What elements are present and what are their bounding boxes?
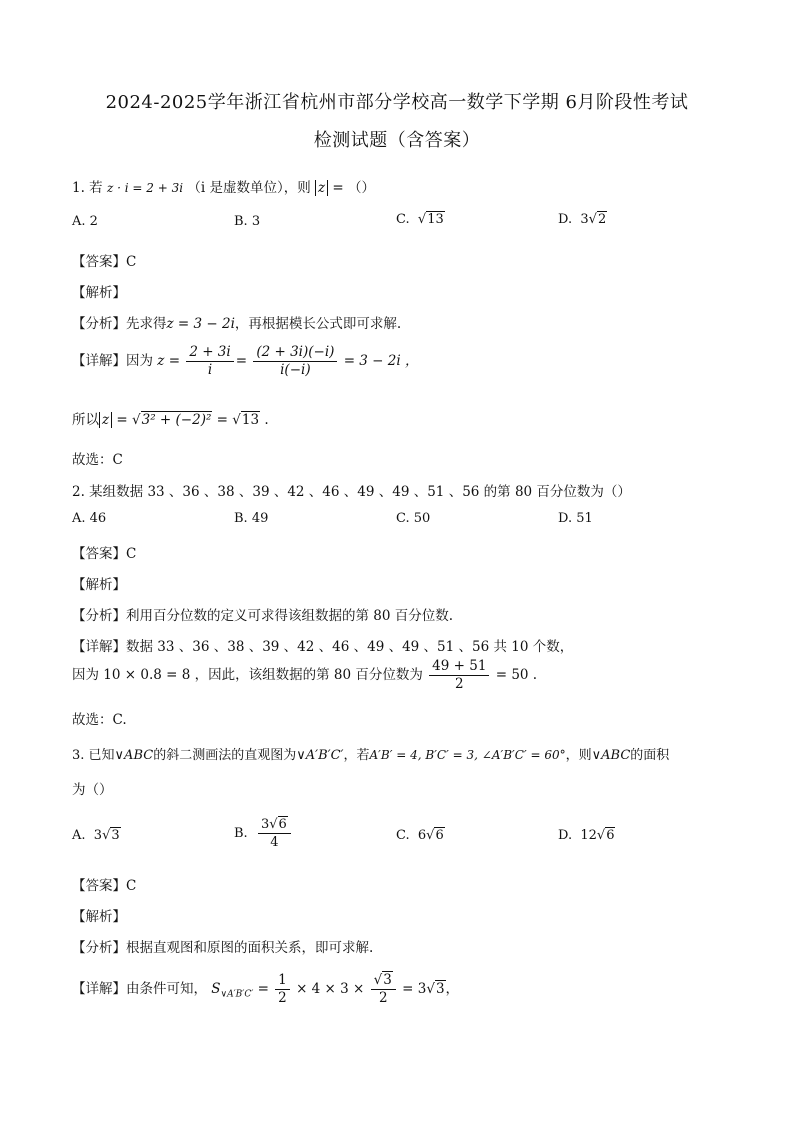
q3-sqrt-num: 3 bbox=[383, 972, 392, 988]
q3-result-tail: ， bbox=[445, 981, 460, 997]
q3-option-a-label: A. bbox=[72, 828, 86, 843]
q3-half-fraction bbox=[275, 972, 290, 1007]
q3-eq-sign: = bbox=[257, 981, 269, 997]
q3-option-a-radicand: 3 bbox=[111, 828, 120, 843]
q3-sqrt-fraction bbox=[371, 972, 396, 1007]
q3-option-d-label: D. bbox=[558, 828, 573, 843]
q1-tail: （） bbox=[348, 180, 376, 196]
q1-analysis-lead: 【分析】先求得 bbox=[72, 316, 167, 332]
sqrt-sign-icon: √6 bbox=[426, 828, 444, 843]
q3-text-d: ，则 bbox=[565, 748, 592, 763]
q2-fraction-num: 49 + 51 bbox=[429, 658, 489, 676]
q1-fraction-1-den: i bbox=[207, 362, 213, 378]
q2-answer: 【答案】C bbox=[72, 546, 137, 562]
q3-option-b-radicand: 6 bbox=[278, 817, 287, 832]
q3-result-radicand: 3 bbox=[435, 981, 445, 997]
q2-because-text: 因为 10 × 0.8 = 8 ，因此，该组数据的第 80 百分位数为 bbox=[72, 667, 423, 683]
q3-eq-middle: × 4 × 3 × bbox=[296, 981, 365, 997]
sqrt-sign-icon: √6 bbox=[596, 828, 615, 843]
q1-analysis-tail: ，再根据模长公式即可求解. bbox=[234, 316, 402, 332]
q1-mid-text: （i 是虚数单位），则 bbox=[187, 180, 311, 196]
q3-detail-lead: 【详解】由条件可知， bbox=[72, 981, 207, 997]
q3-condition: A′B′ = 4, B′C′ = 3, ∠A′B′C′ = 60° bbox=[369, 748, 566, 762]
q3-detail bbox=[72, 972, 459, 1007]
q1-option-d-coef: 3 bbox=[580, 212, 589, 227]
document-title-line-2: 检测试题（含答案） bbox=[313, 130, 481, 151]
q3-option-b-fraction bbox=[258, 816, 291, 851]
sqrt-sign-icon: √2 bbox=[588, 212, 607, 227]
q1-guxuan: 故选：C bbox=[72, 452, 123, 468]
q1-fraction-2-num: (2 + 3i)(−i) bbox=[253, 344, 337, 362]
q3-option-c-coef: 6 bbox=[417, 828, 427, 843]
q1-answer: 【答案】C bbox=[72, 254, 137, 270]
q2-because-line bbox=[72, 658, 537, 693]
q3-text-e: 的面积 bbox=[630, 748, 670, 763]
sqrt-sign-icon: √3 bbox=[102, 828, 120, 843]
q1-jiexi: 【解析】 bbox=[72, 285, 126, 301]
q1-option-d bbox=[558, 212, 607, 227]
q1-fraction-2-den: i(−i) bbox=[280, 362, 311, 378]
q1-modulus-line: 所以 z = √3² + (−2)² = √13 . bbox=[72, 412, 269, 428]
q1-detail: 【详解】因为 z = $\frac{2 + 3i}{i}$ = $\frac{(2 + 3i)(-i)}{i(-i)}$ = 3 − 2i ， bbox=[72, 344, 419, 378]
q1-modulus-result: 13 bbox=[241, 412, 260, 428]
q1-option-c bbox=[396, 212, 445, 227]
q1-option-c-label: C. bbox=[396, 212, 410, 227]
q3-text-b: 的斜二测画法的直观图为 bbox=[153, 748, 297, 763]
q3-option-b-num-coef: 3 bbox=[260, 817, 270, 832]
q1-option-a: A. 2 bbox=[72, 214, 98, 229]
q1-detail-z: z = bbox=[157, 353, 181, 369]
q3-option-b-den: 4 bbox=[270, 835, 279, 850]
q3-jiexi: 【解析】 bbox=[72, 909, 126, 925]
q3-triangle-1: ∨ABC bbox=[114, 748, 154, 763]
q1-modulus-expr: 3² + (−2)² bbox=[141, 412, 212, 428]
q1-fraction-1-num: 2 + 3i bbox=[186, 344, 233, 362]
q3-area-symbol: S bbox=[211, 981, 221, 997]
q3-analysis: 【分析】根据直观图和原图的面积关系，即可求解. bbox=[72, 940, 374, 956]
q3-sqrt-den: 2 bbox=[378, 990, 388, 1006]
document-title-line-1: 2024-2025学年浙江省杭州市部分学校高一数学下学期 6月阶段性考试 bbox=[105, 92, 689, 113]
q1-lead: 1. 若 bbox=[72, 180, 103, 196]
q2-jiexi: 【解析】 bbox=[72, 577, 126, 593]
q3-area-subscript: ∨A′B′C′ bbox=[220, 989, 254, 1000]
q2-analysis: 【分析】利用百分位数的定义可求得该组数据的第 80 百分位数. bbox=[72, 608, 454, 624]
q1-option-d-radicand: 2 bbox=[597, 212, 607, 227]
question-2-stem: 2. 某组数据 33 、36 、38 、39 、42 、46 、49 、49 、51 、56 的第 80 百分位数为（） bbox=[72, 484, 631, 500]
q2-option-c: C. 50 bbox=[396, 511, 431, 526]
sqrt-sign-icon: √13 bbox=[417, 212, 444, 227]
q1-option-c-radicand: 13 bbox=[427, 212, 444, 227]
q1-modulus-z: z bbox=[315, 180, 328, 196]
sqrt-sign-icon: √3 bbox=[373, 972, 392, 988]
q1-option-d-label: D. bbox=[558, 212, 573, 227]
sqrt-sign-icon: √3 bbox=[426, 981, 445, 997]
q3-option-d bbox=[558, 828, 615, 843]
q2-option-a: A. 46 bbox=[72, 511, 107, 526]
q3-option-c-label: C. bbox=[396, 828, 410, 843]
q3-text-c: ，若 bbox=[343, 748, 370, 763]
q3-answer: 【答案】C bbox=[72, 878, 137, 894]
question-3-stem bbox=[72, 744, 669, 763]
sqrt-sign-icon: √6 bbox=[269, 817, 287, 832]
q1-fraction-1 bbox=[186, 344, 233, 379]
q3-half-num: 1 bbox=[275, 972, 290, 990]
q3-option-c-radicand: 6 bbox=[435, 828, 444, 843]
q2-fraction bbox=[429, 658, 489, 693]
q2-fraction-den: 2 bbox=[455, 676, 464, 692]
q1-detail-result: = 3 − 2i ， bbox=[343, 353, 419, 369]
q1-analysis-eq: z = 3 − 2i bbox=[166, 316, 235, 332]
q3-option-b-label: B. bbox=[234, 826, 248, 841]
q1-equation: z · i = 2 + 3i bbox=[106, 181, 184, 195]
q3-option-a bbox=[72, 828, 121, 843]
q3-lead: 3. 已知 bbox=[72, 748, 115, 763]
q3-triangle-3: ∨ABC bbox=[591, 748, 631, 763]
sqrt-sign-icon: √3² + (−2)² bbox=[132, 412, 212, 428]
q1-suoyi: 所以 bbox=[72, 412, 99, 428]
question-1-stem: 1. 若 z · i = 2 + 3i （i 是虚数单位），则 z = （） bbox=[72, 180, 376, 196]
q3-option-d-coef: 12 bbox=[580, 828, 597, 843]
q2-option-d: D. 51 bbox=[558, 511, 593, 526]
q3-result-coef: = 3 bbox=[402, 981, 427, 997]
q2-fraction-result: = 50 . bbox=[495, 667, 538, 683]
q3-option-a-coef: 3 bbox=[93, 828, 103, 843]
q1-modulus: z bbox=[99, 412, 112, 428]
q3-stem-line-2: 为（） bbox=[72, 782, 113, 798]
q1-fraction-2 bbox=[253, 344, 337, 379]
q1-analysis bbox=[72, 312, 401, 332]
q1-option-b: B. 3 bbox=[234, 214, 261, 229]
q3-half-den: 2 bbox=[278, 990, 287, 1006]
q2-detail: 【详解】数据 33 、36 、38 、39 、42 、46 、49 、49 、51 、56 共 10 个数， bbox=[72, 639, 574, 655]
q2-option-b: B. 49 bbox=[234, 511, 269, 526]
q3-triangle-2: ∨A′B′C′ bbox=[296, 748, 344, 763]
q1-detail-lead: 【详解】因为 bbox=[72, 353, 153, 369]
sqrt-sign-icon: √13 bbox=[232, 412, 260, 428]
q3-option-d-radicand: 6 bbox=[606, 828, 615, 843]
q2-guxuan: 故选：C. bbox=[72, 712, 127, 728]
q3-option-c bbox=[396, 828, 445, 843]
q3-option-b bbox=[234, 816, 293, 851]
